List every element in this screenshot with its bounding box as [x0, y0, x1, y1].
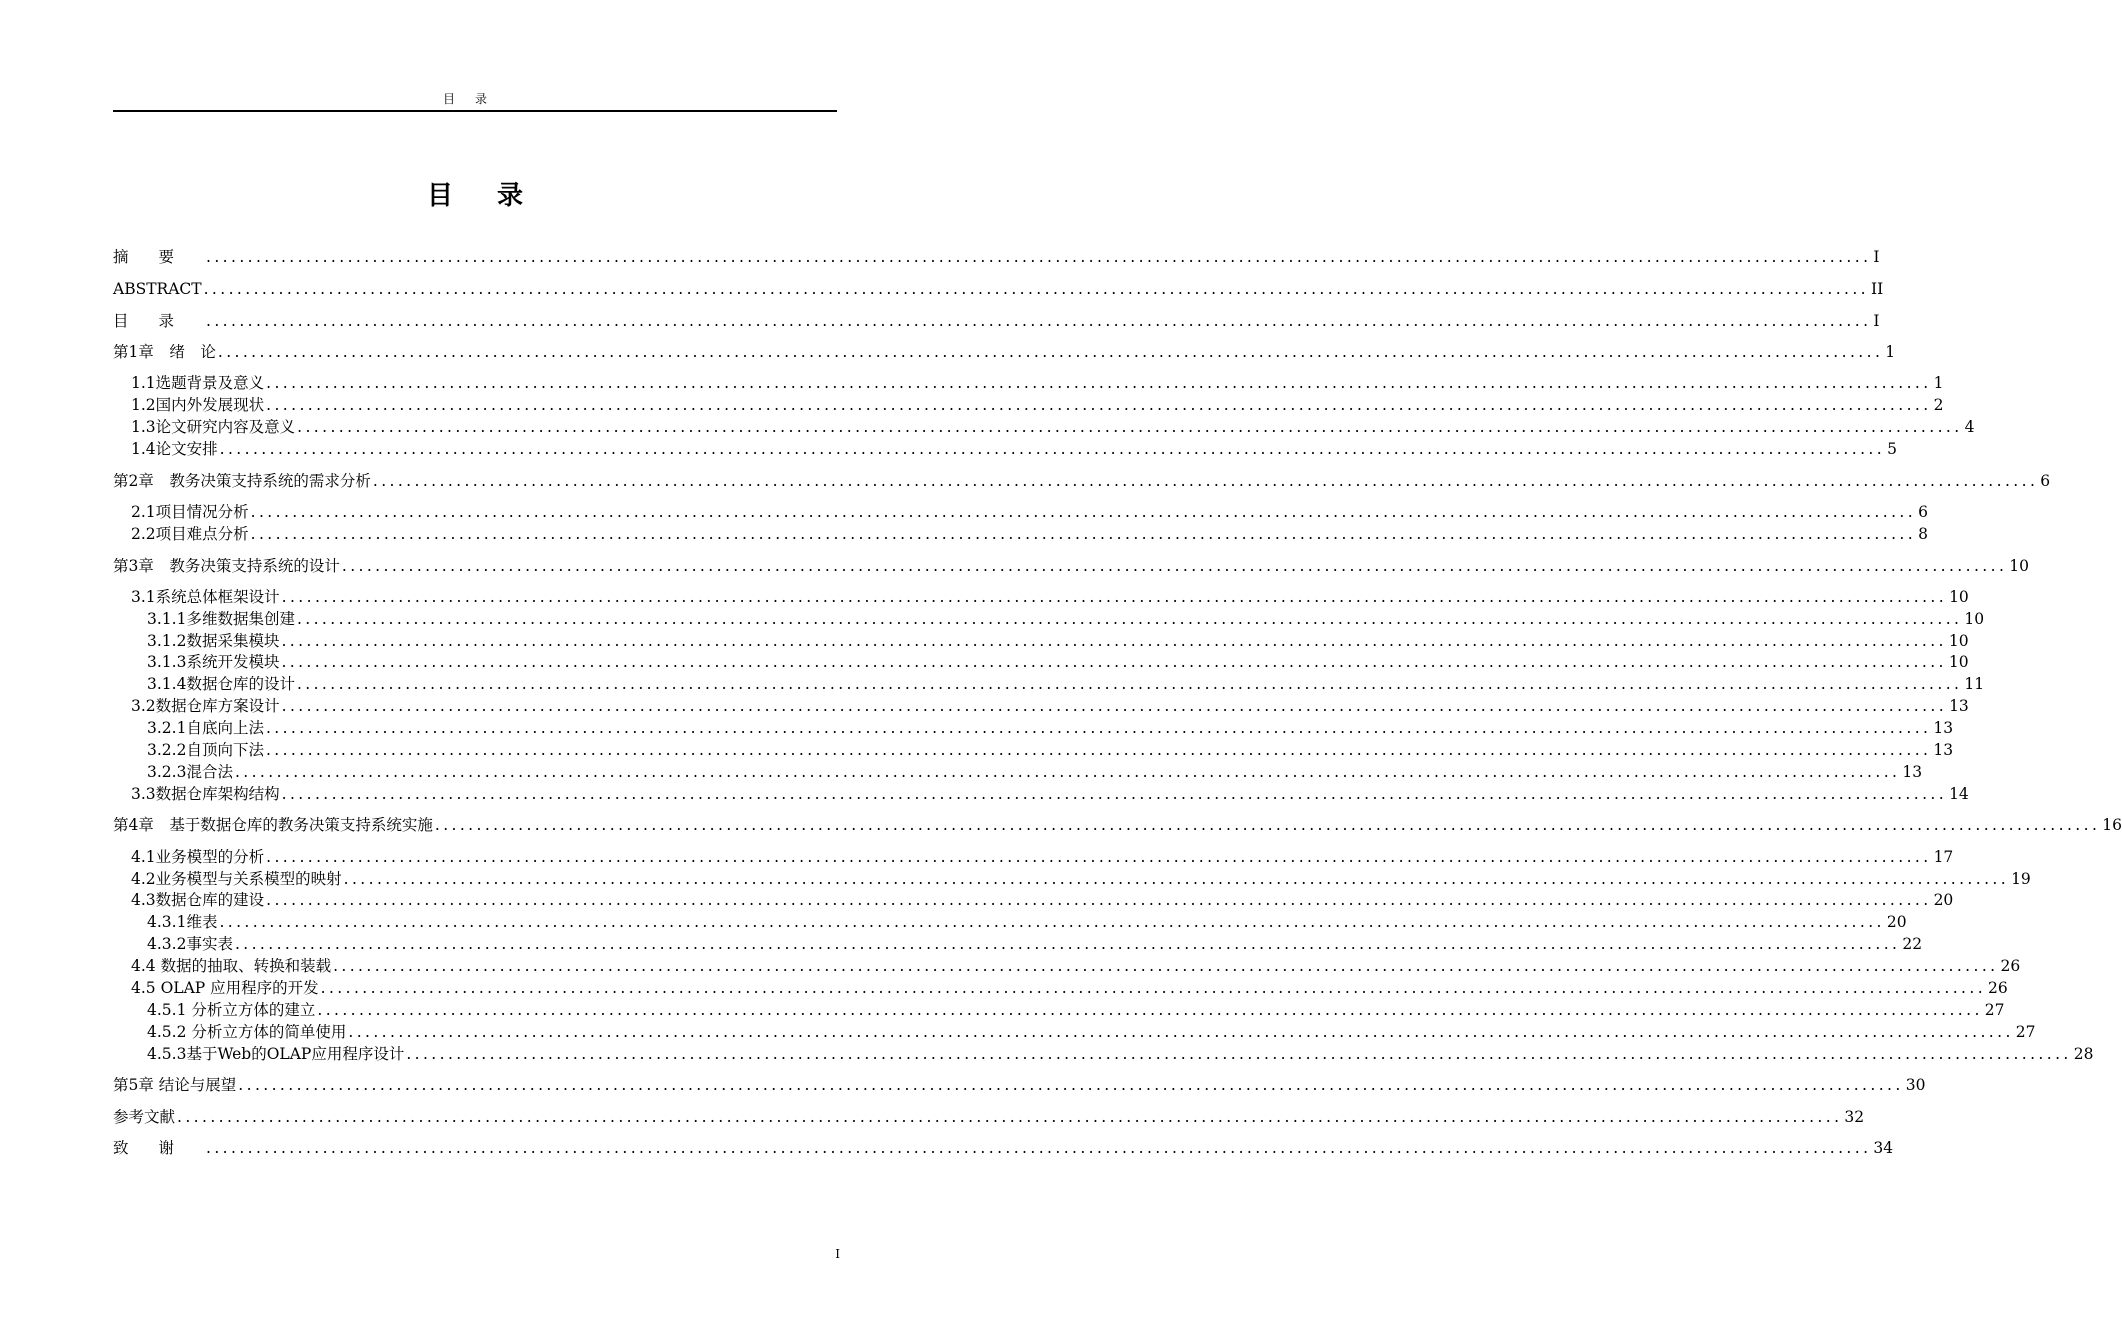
page-title: 目录: [426, 181, 567, 211]
toc-entry-4-5-2[interactable]: 4.5.2 分析立方体的简单使用 ........................................................................................................................................................................................................ 27: [147, 1023, 2036, 1041]
toc-entry-4-1[interactable]: 4.1业务模型的分析 ........................................................................................................................................................................................................ 17: [131, 848, 1954, 866]
toc-entry-references[interactable]: 参考文献 ........................................................................................................................................................................................................ 32: [113, 1108, 1865, 1126]
toc-entry-3-2-2[interactable]: 3.2.2自顶向下法 ........................................................................................................................................................................................................ 13: [147, 741, 1954, 759]
toc-entry-chapter-5[interactable]: 第5章 结论与展望 ........................................................................................................................................................................................................ 30: [113, 1076, 1926, 1094]
toc-entry-1-3[interactable]: 1.3论文研究内容及意义 ........................................................................................................................................................................................................ 4: [131, 418, 1975, 436]
toc-entry-3-2[interactable]: 3.2数据仓库方案设计 ........................................................................................................................................................................................................ 13: [131, 697, 1969, 715]
running-header-text: 目录: [442, 92, 507, 106]
toc-entry-acknowledgements[interactable]: 致谢 ........................................................................................................................................................................................................ 34: [113, 1139, 1894, 1157]
running-header: [113, 90, 837, 112]
toc-entry-4-3[interactable]: 4.3数据仓库的建设 ........................................................................................................................................................................................................ 20: [131, 891, 1954, 909]
toc-entry-3-1[interactable]: 3.1系统总体框架设计 ........................................................................................................................................................................................................ 10: [131, 588, 1969, 606]
toc-entry-4-2[interactable]: 4.2业务模型与关系模型的映射 ........................................................................................................................................................................................................ 19: [131, 870, 2031, 888]
toc-entry-3-3[interactable]: 3.3数据仓库架构结构 ........................................................................................................................................................................................................ 14: [131, 785, 1969, 803]
toc-entry-3-1-3[interactable]: 3.1.3系统开发模块 ........................................................................................................................................................................................................ 10: [147, 653, 1969, 671]
toc-entry-3-1-4[interactable]: 3.1.4数据仓库的设计 ........................................................................................................................................................................................................ 11: [147, 675, 1985, 693]
toc-entry-2-2[interactable]: 2.2项目难点分析 ........................................................................................................................................................................................................ 8: [131, 525, 1928, 543]
toc-entry-1-2[interactable]: 1.2国内外发展现状 ........................................................................................................................................................................................................ 2: [131, 396, 1944, 414]
toc-entry-chapter-3[interactable]: 第3章 教务决策支持系统的设计 ........................................................................................................................................................................................................ 10: [113, 557, 2030, 575]
toc-entry-3-2-1[interactable]: 3.2.1自底向上法 ........................................................................................................................................................................................................ 13: [147, 719, 1954, 737]
toc-entry-4-4[interactable]: 4.4 数据的抽取、转换和装载 ........................................................................................................................................................................................................ 26: [131, 957, 2021, 975]
page-number: I: [835, 1247, 840, 1261]
toc-entry-1-4[interactable]: 1.4论文安排 ........................................................................................................................................................................................................ 5: [131, 440, 1897, 458]
toc-entry-4-3-2[interactable]: 4.3.2事实表 ........................................................................................................................................................................................................ 22: [147, 935, 1923, 953]
toc-entry-3-1-1[interactable]: 3.1.1多维数据集创建 ........................................................................................................................................................................................................ 10: [147, 610, 1985, 628]
toc-entry-4-5-3[interactable]: 4.5.3基于Web的OLAP应用程序设计 ........................................................................................................................................................................................................ 28: [147, 1045, 2094, 1063]
toc-entry-2-1[interactable]: 2.1项目情况分析 ........................................................................................................................................................................................................ 6: [131, 503, 1928, 521]
toc-entry-abstract-en[interactable]: ABSTRACT ........................................................................................................................................................................................................ II: [113, 280, 1884, 298]
toc-entry-chapter-1[interactable]: 第1章 绪 论 ........................................................................................................................................................................................................ 1: [113, 343, 1896, 361]
toc-entry-chapter-4[interactable]: 第4章 基于数据仓库的教务决策支持系统实施 ........................................................................................................................................................................................................ 16: [113, 816, 2122, 834]
toc-entry-contents[interactable]: 目录 ........................................................................................................................................................................................................ I: [113, 312, 1880, 330]
toc-entry-4-3-1[interactable]: 4.3.1维表 ........................................................................................................................................................................................................ 20: [147, 913, 1907, 931]
toc-entry-1-1[interactable]: 1.1选题背景及意义 ........................................................................................................................................................................................................ 1: [131, 374, 1944, 392]
toc-entry-chapter-2[interactable]: 第2章 教务决策支持系统的需求分析 ........................................................................................................................................................................................................ 6: [113, 472, 2051, 490]
toc-entry-3-2-3[interactable]: 3.2.3混合法 ........................................................................................................................................................................................................ 13: [147, 763, 1923, 781]
toc-entry-4-5[interactable]: 4.5 OLAP 应用程序的开发 ........................................................................................................................................................................................................ 26: [131, 979, 2008, 997]
toc-entry-4-5-1[interactable]: 4.5.1 分析立方体的建立 ........................................................................................................................................................................................................ 27: [147, 1001, 2005, 1019]
toc-entry-3-1-2[interactable]: 3.1.2数据采集模块 ........................................................................................................................................................................................................ 10: [147, 632, 1969, 650]
toc-entry-abstract-cn[interactable]: 摘要 ........................................................................................................................................................................................................ I: [113, 248, 1880, 266]
